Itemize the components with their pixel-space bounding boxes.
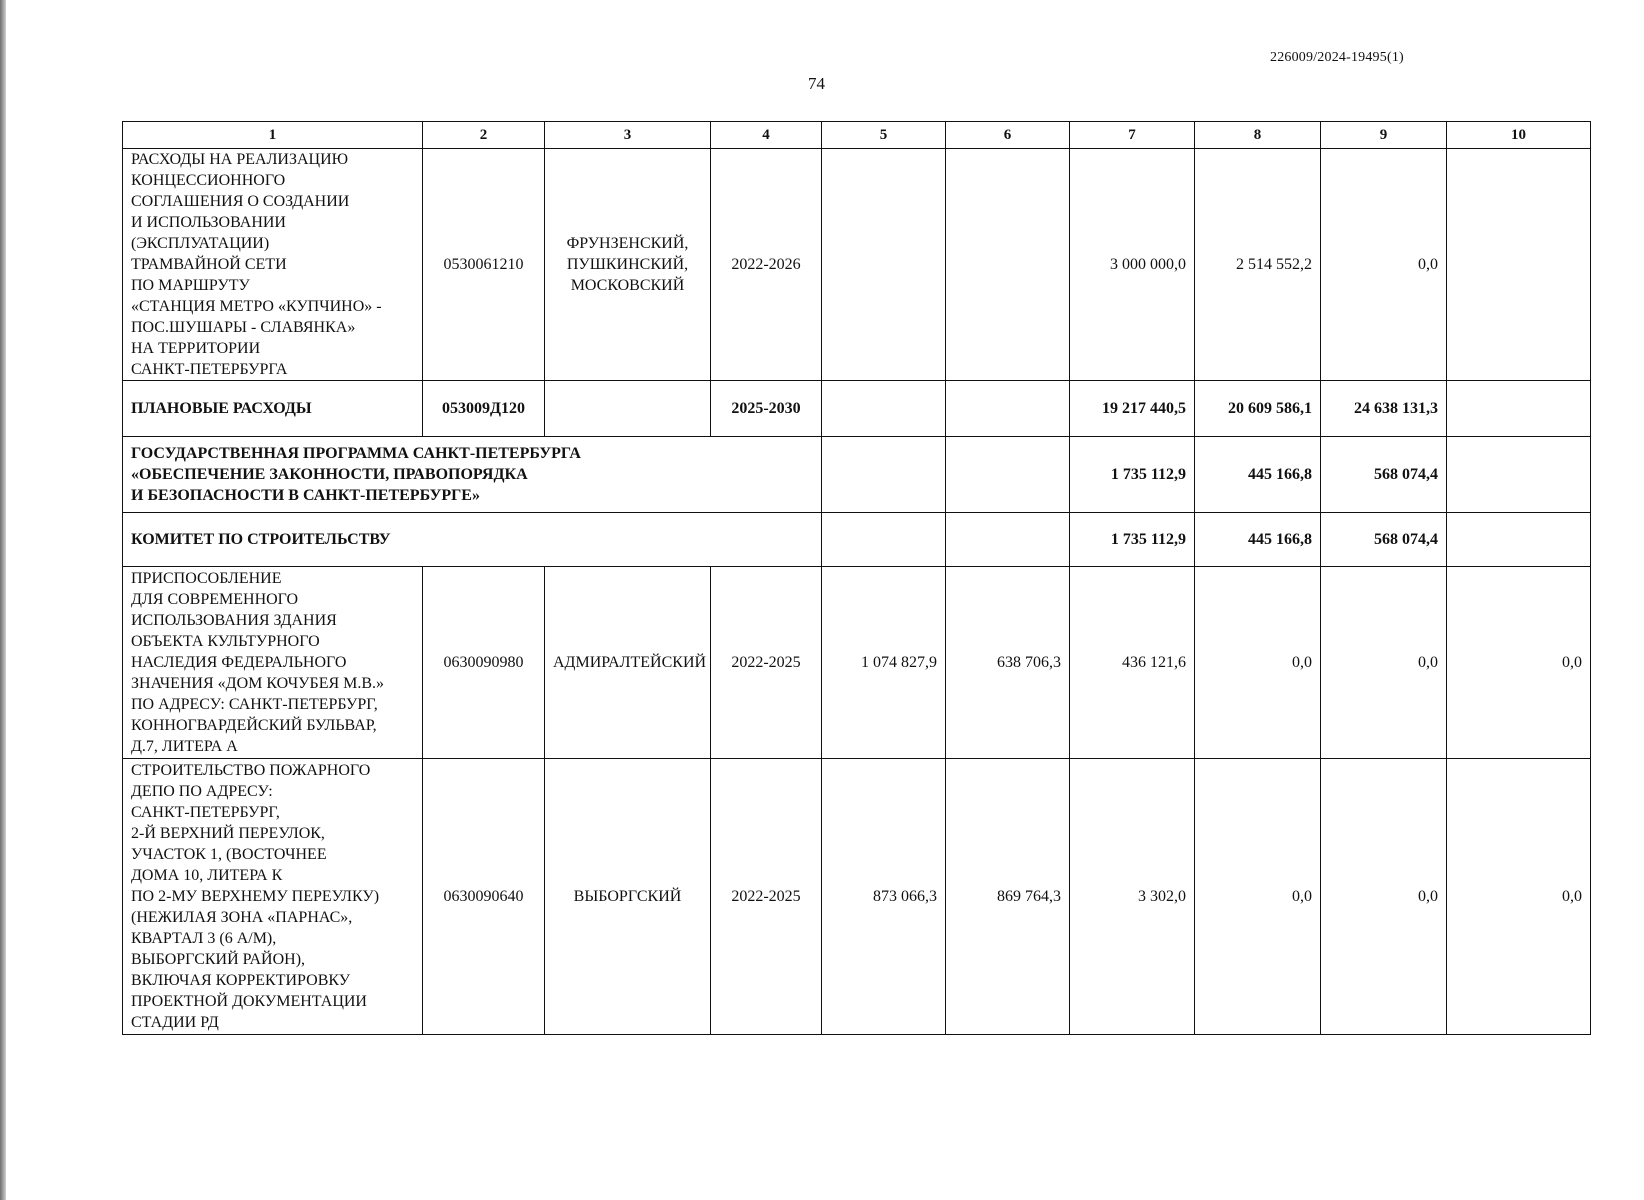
row-value-col8: 445 166,8 xyxy=(1195,513,1321,567)
row-value-col9: 24 638 131,3 xyxy=(1321,381,1447,437)
row-value-col9: 0,0 xyxy=(1321,149,1447,381)
column-header: 7 xyxy=(1070,122,1195,149)
row-value-col5 xyxy=(822,381,946,437)
row-value-col5 xyxy=(822,149,946,381)
row-value-col9: 568 074,4 xyxy=(1321,513,1447,567)
column-header: 5 xyxy=(822,122,946,149)
row-district: ВЫБОРГСКИЙ xyxy=(545,759,711,1035)
row-value-col7: 19 217 440,5 xyxy=(1070,381,1195,437)
row-value-col7: 3 302,0 xyxy=(1070,759,1195,1035)
row-period: 2025-2030 xyxy=(711,381,822,437)
row-value-col10: 0,0 xyxy=(1447,759,1591,1035)
column-header: 2 xyxy=(423,122,545,149)
row-name: СТРОИТЕЛЬСТВО ПОЖАРНОГО ДЕПО ПО АДРЕСУ: САНКТ-ПЕТЕРБУРГ, 2-Й ВЕРХНИЙ ПЕРЕУЛОК, УЧАСТОК 1, (ВОСТОЧНЕЕ ДОМА 10, ЛИТЕРА К ПО 2-МУ ВЕРХНЕМУ ПЕРЕУЛКУ) (НЕЖИЛАЯ ЗОНА «ПАРНАС», КВАРТАЛ 3 (6 А/М), ВЫБОРГСКИЙ РАЙОН), ВКЛЮЧАЯ КОРРЕКТИРОВКУ ПРОЕКТНОЙ ДОКУМЕНТАЦИИ СТАДИИ РД xyxy=(131,762,380,1031)
committee-name: КОМИТЕТ ПО СТРОИТЕЛЬСТВУ xyxy=(131,531,391,548)
column-header: 3 xyxy=(545,122,711,149)
row-value-col10 xyxy=(1447,513,1591,567)
row-value-col10 xyxy=(1447,381,1591,437)
row-value-col9: 0,0 xyxy=(1321,567,1447,759)
row-value-col7: 1 735 112,9 xyxy=(1070,513,1195,567)
row-value-col7: 1 735 112,9 xyxy=(1070,437,1195,513)
row-value-col6 xyxy=(946,513,1070,567)
table-row xyxy=(123,149,1591,381)
row-period: 2022-2025 xyxy=(711,759,822,1035)
table-row xyxy=(123,567,1591,759)
row-name-cell xyxy=(123,759,423,1035)
row-district xyxy=(545,381,711,437)
column-header: 1 xyxy=(123,122,423,149)
row-value-col5 xyxy=(822,437,946,513)
table-row xyxy=(123,513,1591,567)
program-name-cell xyxy=(123,437,822,513)
row-code: 053009Д120 xyxy=(423,381,545,437)
row-value-col8: 20 609 586,1 xyxy=(1195,381,1321,437)
row-district: ФРУНЗЕНСКИЙ, ПУШКИНСКИЙ, МОСКОВСКИЙ xyxy=(566,235,689,294)
row-value-col8: 0,0 xyxy=(1195,567,1321,759)
row-value-col10 xyxy=(1447,437,1591,513)
row-value-col5: 1 074 827,9 xyxy=(822,567,946,759)
row-value-col9: 568 074,4 xyxy=(1321,437,1447,513)
row-code: 0530061210 xyxy=(423,149,545,381)
row-name: ПЛАНОВЫЕ РАСХОДЫ xyxy=(131,400,312,417)
row-value-col5: 873 066,3 xyxy=(822,759,946,1035)
row-value-col8: 445 166,8 xyxy=(1195,437,1321,513)
row-value-col6 xyxy=(946,437,1070,513)
table-header-row xyxy=(123,122,1591,149)
table-row xyxy=(123,437,1591,513)
column-header: 4 xyxy=(711,122,822,149)
row-name-cell xyxy=(123,381,423,437)
scan-edge xyxy=(0,0,6,1200)
row-period: 2022-2025 xyxy=(711,567,822,759)
column-header: 8 xyxy=(1195,122,1321,149)
page-number: 74 xyxy=(808,74,825,93)
row-value-col10 xyxy=(1447,149,1591,381)
row-name: РАСХОДЫ НА РЕАЛИЗАЦИЮ КОНЦЕССИОННОГО СОГЛАШЕНИЯ О СОЗДАНИИ И ИСПОЛЬЗОВАНИИ (ЭКСПЛУАТАЦИИ) ТРАМВАЙНОЙ СЕТИ ПО МАРШРУТУ «СТАНЦИЯ МЕТРО «КУПЧИНО» - ПОС.ШУШАРЫ - СЛАВЯНКА» НА ТЕРРИТОРИИ САНКТ-ПЕТЕРБУРГА xyxy=(131,151,382,378)
table-row xyxy=(123,381,1591,437)
row-value-col9: 0,0 xyxy=(1321,759,1447,1035)
document-number: 226009/2024-19495(1) xyxy=(1270,50,1404,65)
row-value-col7: 436 121,6 xyxy=(1070,567,1195,759)
budget-table xyxy=(122,121,1591,1035)
row-name: ПРИСПОСОБЛЕНИЕ ДЛЯ СОВРЕМЕННОГО ИСПОЛЬЗОВАНИЯ ЗДАНИЯ ОБЪЕКТА КУЛЬТУРНОГО НАСЛЕДИЯ ФЕДЕРАЛЬНОГО ЗНАЧЕНИЯ «ДОМ КОЧУБЕЯ М.В.» ПО АДРЕСУ: САНКТ-ПЕТЕРБУРГ, КОННОГВАРДЕЙСКИЙ БУЛЬВАР, Д.7, ЛИТЕРА А xyxy=(131,570,385,755)
row-value-col6: 869 764,3 xyxy=(946,759,1070,1035)
row-value-col10: 0,0 xyxy=(1447,567,1591,759)
row-value-col6: 638 706,3 xyxy=(946,567,1070,759)
row-name-cell xyxy=(123,567,423,759)
committee-name-cell xyxy=(123,513,822,567)
table-row xyxy=(123,759,1591,1035)
column-header: 9 xyxy=(1321,122,1447,149)
row-name-cell xyxy=(123,149,423,381)
row-district: АДМИРАЛТЕЙСКИЙ xyxy=(545,567,711,759)
program-name: ГОСУДАРСТВЕННАЯ ПРОГРАММА САНКТ-ПЕТЕРБУРГА «ОБЕСПЕЧЕНИЕ ЗАКОННОСТИ, ПРАВОПОРЯДКА И БЕЗОПАСНОСТИ В САНКТ-ПЕТЕРБУРГЕ» xyxy=(131,445,581,504)
column-header: 6 xyxy=(946,122,1070,149)
row-code: 0630090980 xyxy=(423,567,545,759)
row-value-col6 xyxy=(946,381,1070,437)
column-header: 10 xyxy=(1447,122,1591,149)
row-code: 0630090640 xyxy=(423,759,545,1035)
row-period: 2022-2026 xyxy=(711,149,822,381)
row-district-cell xyxy=(545,149,711,381)
row-value-col5 xyxy=(822,513,946,567)
row-value-col8: 0,0 xyxy=(1195,759,1321,1035)
row-value-col8: 2 514 552,2 xyxy=(1195,149,1321,381)
row-value-col7: 3 000 000,0 xyxy=(1070,149,1195,381)
row-value-col6 xyxy=(946,149,1070,381)
